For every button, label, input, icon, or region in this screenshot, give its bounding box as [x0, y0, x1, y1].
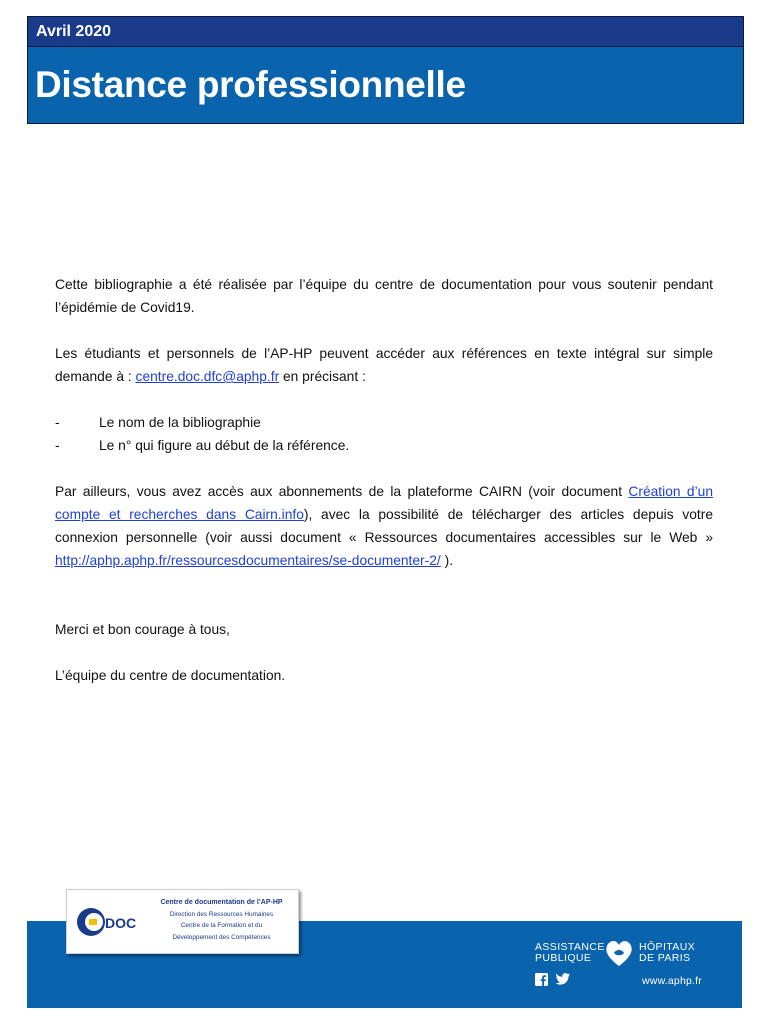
cdoc-text [149, 897, 294, 943]
twitter-icon[interactable] [556, 973, 570, 985]
list-item [55, 411, 713, 434]
aphp-logo-left [535, 942, 605, 964]
list-item-text: Le nom de la bibliographie [99, 415, 261, 430]
aphp-logo-line: ASSISTANCE [535, 941, 605, 953]
cdoc-line-2: Direction des Ressources Humaines [169, 910, 274, 918]
email-link[interactable]: centre.doc.dfc@aphp.fr [135, 369, 280, 384]
resources-url-link[interactable]: http://aphp.aphp.fr/ressourcesdocumentaires/se-documenter-2/ [55, 553, 441, 568]
bullet-dash: - [55, 415, 60, 430]
cdoc-line-3: Centre de la Formation et du [180, 922, 263, 929]
cairn-guide-link[interactable]: Création d’un compte et recherches dans Cairn.info [55, 484, 713, 522]
cdoc-line-1: Centre de documentation de l’AP-HP [160, 899, 283, 906]
cdoc-logo-text: DOC [105, 915, 137, 931]
bullet-dash: - [55, 438, 60, 453]
aphp-logo-line: DE PARIS [639, 952, 691, 964]
closing-line: Merci et bon courage à tous, [55, 622, 230, 637]
aphp-logo-line: HÔPITAUX [639, 941, 696, 953]
document-body [55, 273, 713, 687]
facebook-icon[interactable] [535, 973, 548, 986]
cairn-text-end: ). [440, 553, 454, 568]
list-item-text: Le n° qui figure au début de la référence. [99, 438, 350, 453]
header-month: Avril 2020 [28, 17, 743, 47]
header-title-bar [28, 47, 743, 123]
aphp-logo-right [639, 942, 695, 964]
cairn-text-middle: ), avec la possibilité de télécharger des articles depuis votre connexion personnelle (voir aussi document « Ressources documentaires accessibles sur le Web » [55, 507, 713, 545]
cairn-paragraph [55, 480, 713, 572]
access-text: Les étudiants et personnels de l’AP-HP peuvent accéder aux références en texte intégral sur simple demande à : [55, 346, 713, 384]
document-header [27, 16, 744, 124]
cdoc-logo-card [66, 889, 299, 954]
intro-paragraph: Cette bibliographie a été réalisée par l’équipe du centre de documentation pour vous soutenir pendant l’épidémie de Covid19. [55, 277, 713, 315]
cairn-text: Par ailleurs, vous avez accès aux abonnements de la plateforme CAIRN (voir document [55, 484, 629, 499]
access-paragraph [55, 342, 713, 388]
page-title: Distance professionnelle [35, 64, 466, 105]
aphp-website[interactable]: www.aphp.fr [642, 975, 702, 987]
aphp-logo-line: PUBLIQUE [535, 952, 592, 964]
cdoc-logo [75, 904, 147, 940]
social-links [535, 973, 570, 986]
aphp-logo [532, 938, 712, 998]
access-text-end: en précisant : [279, 369, 366, 384]
cdoc-line-4: Développement des Compétences [172, 933, 271, 941]
list-item [55, 434, 713, 457]
signature-line: L’équipe du centre de documentation. [55, 668, 286, 683]
heart-icon [603, 938, 635, 968]
